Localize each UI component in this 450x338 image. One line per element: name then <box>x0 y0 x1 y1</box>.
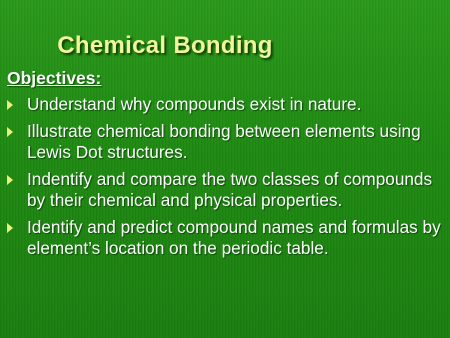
objectives-list <box>6 94 444 265</box>
bullet-text: Identify and predict compound names and formulas by element’s location on the periodic table. <box>27 217 441 258</box>
list-item <box>6 121 444 163</box>
triangle-bullet-icon <box>7 175 13 185</box>
list-item <box>6 217 444 259</box>
slide-title: Chemical Bonding <box>57 32 273 59</box>
triangle-bullet-icon <box>7 100 13 110</box>
bullet-text: Indentify and compare the two classes of compounds by their chemical and physical properties. <box>27 169 433 210</box>
bullet-text: Illustrate chemical bonding between elements using Lewis Dot structures. <box>27 121 421 162</box>
list-item <box>6 169 444 211</box>
triangle-bullet-icon <box>7 223 13 233</box>
bullet-text: Understand why compounds exist in nature. <box>27 94 362 114</box>
triangle-bullet-icon <box>7 127 13 137</box>
list-item <box>6 94 444 115</box>
objectives-heading: Objectives: <box>7 68 102 88</box>
